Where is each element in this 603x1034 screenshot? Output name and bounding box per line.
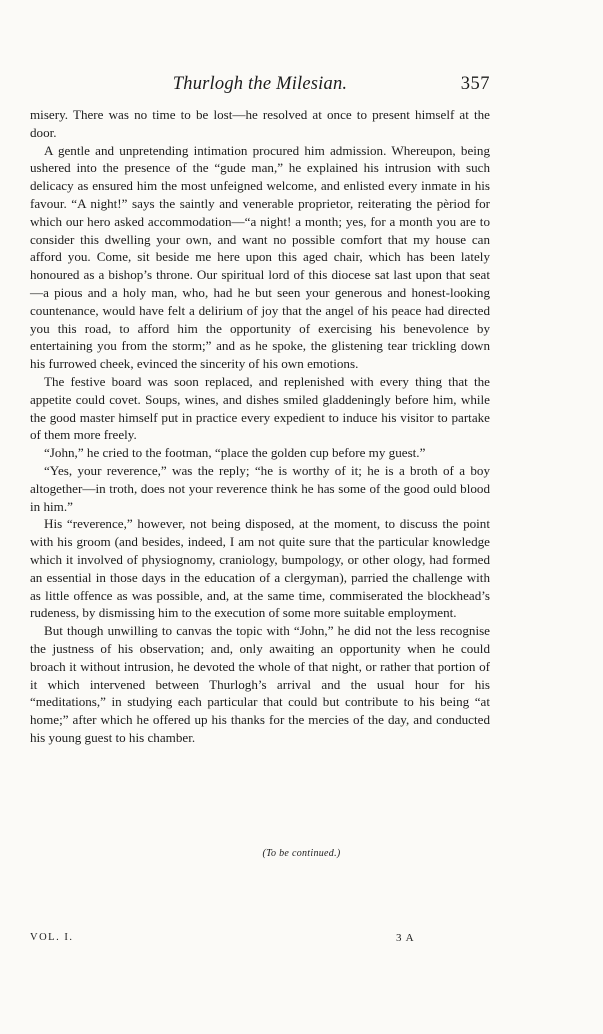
paragraph: A gentle and unpretending intimation procured him admission. Whereupon, being ushered into the presence of the “gude man,” he explained his intrusion with such delicacy as ensured him the most unfeigned welcome, and enlisted every inmate in his favour. “A night!” says the saintly and venerable proprietor, reiterating the pèriod for which our hero asked accommodation—“a night! a month; yes, for a month you are to consider this dwelling your own, and want no possible comfort that my house can afford you. Come, sit beside me here upon this aged chair, which has been lately honoured as a bishop’s throne. Our spiritual lord of this diocese sat last upon that seat—a pious and a holy man, who, had he but seen your generous and honest-looking countenance, would have felt a delirium of joy that the angel of his peace had directed you this road, to afford him the opportunity of exercising his benevolence by entertaining you from the storm;” and as he spoke, the glistening tear trickling down his furrowed cheek, evinced the sincerity of his own emotions. [30,142,490,372]
page-number: 357 [460,74,490,94]
to-be-continued-note: (To be continued.) [262,848,341,859]
page-header [30,74,490,100]
page-footer [30,932,490,952]
paragraph: The festive board was soon replaced, and replenished with every thing that the appetite could covet. Soups, wines, and dishes smiled gladdeningly before him, while the good master himself put in practice every expedient to induce his visitor to partake of them more freely. [30,373,490,443]
printer-signature: 3 A [396,932,415,944]
paragraph: His “reverence,” however, not being disposed, at the moment, to discuss the point with his groom (and besides, indeed, I am not quite sure that the particular knowledge which it involved of physiognomy, craniology, bumpology, or other ology, had formed an essential in those days in the education of a clergyman), parried the challenge with as little offence as was possible, and, at the same time, commiserated the blockhead’s rudeness, by dismissing him to the execution of some more suitable employment. [30,516,490,621]
paragraph: But though unwilling to canvas the topic with “John,” he did not the less recognise the justness of his observation; and, only awaiting an opportunity when he could broach it without intrusion, he devoted the whole of that night, or rather that portion of it which intervened between Thurlogh’s arrival and the usual hour for his “meditations,” in studying each particular that could but contribute to his being “at home;” after which he offered up his thanks for the mercies of the day, and conducted his young guest to his chamber. [30,623,490,745]
paragraph: “John,” he cried to the footman, “place the golden cup before my guest.” [44,445,426,461]
body-text [30,106,490,747]
paragraph: misery. There was no time to be lost—he resolved at once to present himself at the door. [30,107,490,140]
volume-label: VOL. I. [30,932,74,943]
running-title: Thurlogh the Milesian. [172,74,348,94]
paragraph: “Yes, your reverence,” was the reply; “he is worthy of it; he is a broth of a boy altogether—in troth, does not your reverence think he has some of the good ould blood in him.” [30,462,490,514]
